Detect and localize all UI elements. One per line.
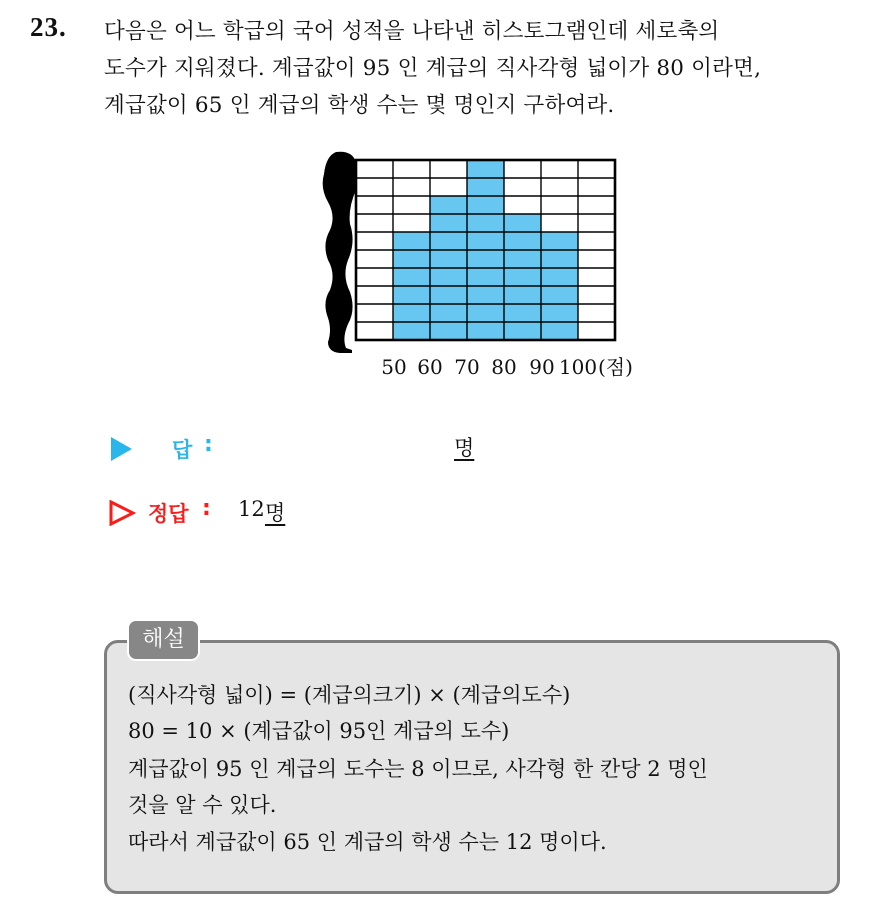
question-line-1: 다음은 어느 학급의 국어 성적을 나타낸 히스토그램인데 세로축의 [104,19,720,44]
solution-line-2: 80 = 10 × (계급값이 95인 계급의 도수) [128,719,510,743]
solution-line-4: 것을 알 수 있다. [128,793,277,817]
outline-play-arrow-icon [108,500,136,526]
correct-answer-unit: 명 [265,501,286,525]
question-line-3: 계급값이 65 인 계급의 학생 수는 몇 명인지 구하여라. [104,93,615,118]
x-tick-label: 50 [381,355,407,379]
x-tick-label: 70 [454,355,480,379]
answer-unit: 명 [454,436,475,460]
x-tick-label: 90 [529,355,555,379]
histogram-figure [316,150,656,385]
solution-line-5: 따라서 계급값이 65 인 계급의 학생 수는 12 명이다. [128,830,607,854]
play-arrow-icon [108,436,134,462]
x-tick-label: 60 [417,355,443,379]
solution-line-1: (직사각형 넓이) = (계급의크기) × (계급의도수) [128,683,571,707]
x-axis-labels [381,355,633,379]
x-tick-label: 100 [558,355,598,379]
x-tick-label: 80 [491,355,517,379]
solution-line-3: 계급값이 95 인 계급의 도수는 8 이므로, 사각형 한 칸당 2 명인 [128,757,708,781]
correct-answer-value: 12 [238,497,265,521]
solution-tag: 해설 [127,619,200,661]
answer-label: 답 [172,438,193,462]
x-axis-unit-label: (점) [598,355,633,379]
torn-edge-mask [323,152,358,353]
question-line-2: 도수가 지워졌다. 계급값이 95 인 계급의 직사각형 넓이가 80 이라면, [104,56,762,81]
question-number: 23. [30,12,67,42]
answer-row [108,432,528,466]
correct-answer-label: 정답 [148,502,189,526]
correct-answer-colon: : [202,496,211,521]
correct-answer-row [108,496,328,530]
answer-colon: : [204,432,213,457]
histogram-bar [504,214,541,340]
